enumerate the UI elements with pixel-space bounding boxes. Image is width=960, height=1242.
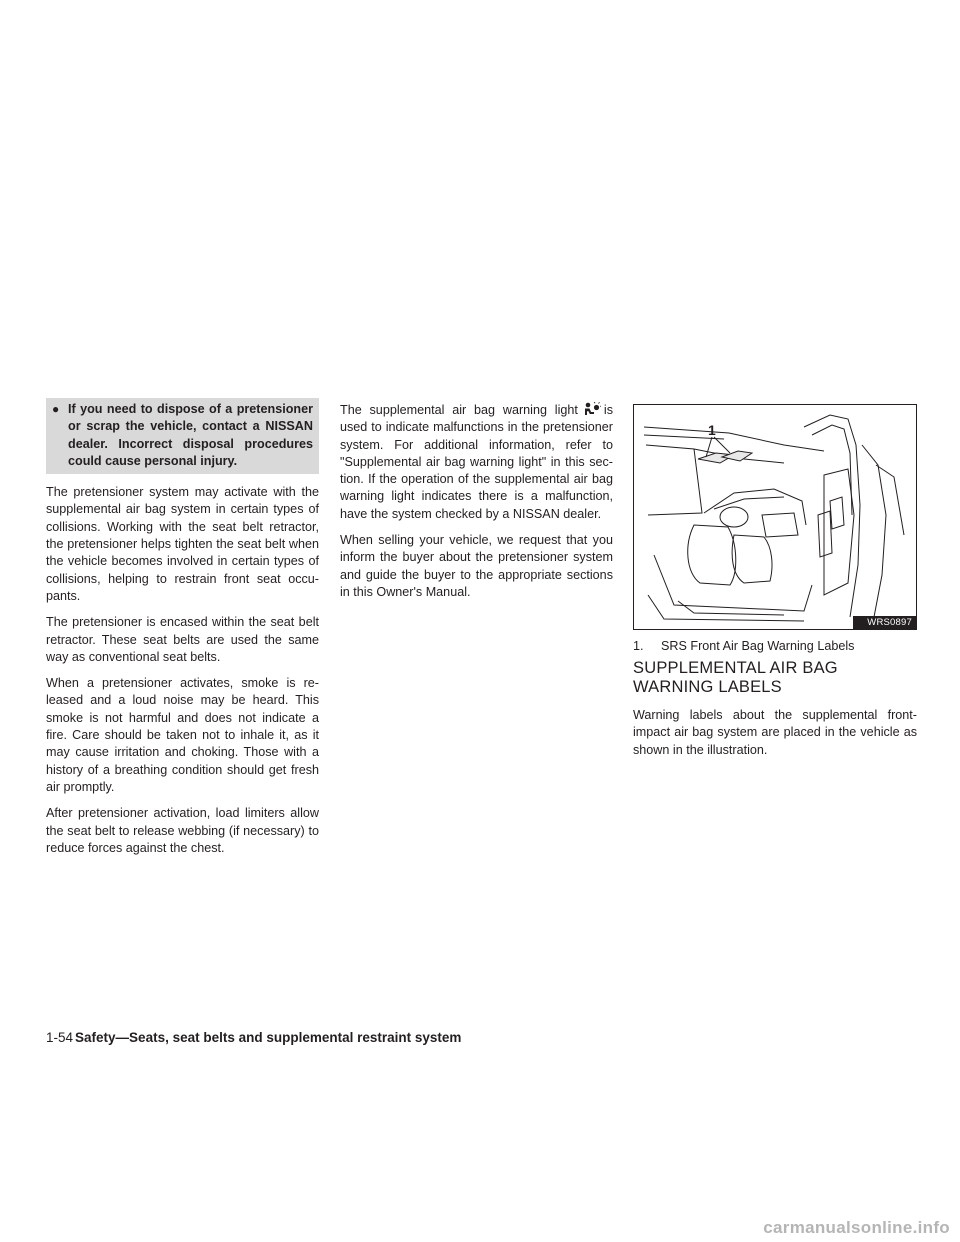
chapter-title: Safety—Seats, seat belts and supplemental restraint system: [75, 1030, 462, 1045]
paragraph: Warning labels about the supplemental front-impact air bag system are placed in the vehicle as shown in the illustration.: [633, 708, 917, 757]
paragraph: The pretensioner system may activate with the supplemental air bag system in certain types of collisions. Working with the seat belt retractor, the pretensioner helps tighten the seat belt when the vehicle becomes involved in certain types of collisions, helping to restrain front seat occu-pants.: [46, 485, 319, 603]
watermark: carmanualsonline.info: [763, 1218, 950, 1237]
air-bag-warning-icon: [581, 402, 601, 416]
column-left: [46, 402, 319, 866]
paragraph: When a pretensioner activates, smoke is re-leased and a loud noise may be heard. This smoke is not harmful and does not indicate a fire. Care should be taken not to inhale it, as it may cause irritation and choking. Those with a history of a breathing condition should get fresh air promptly.: [46, 676, 319, 794]
caption-text: SRS Front Air Bag Warning Labels: [661, 639, 855, 653]
figure-caption: [633, 638, 917, 655]
figure-code: WRS0897: [853, 616, 916, 629]
paragraph: When selling your vehicle, we request that you inform the buyer about the pretensioner system and guide the buyer to the appropriate sections in this Owner's Manual.: [340, 533, 613, 599]
warning-light-text-after: is used to indicate malfunctions in the pretensioner system. For additional information, refer to "Supplemental air bag warning light" in this sec-tion. If the operation of the supplemental air bag warning light indicates there is a malfunction, have the system checked by a NISSAN dealer.: [340, 403, 613, 521]
warning-box: [46, 398, 319, 474]
page-footer: [46, 1030, 461, 1046]
page-number: 1-54: [46, 1030, 74, 1045]
column-right: [633, 402, 917, 768]
warning-text: If you need to dispose of a pretensioner or scrap the vehicle, contact a NISSAN dealer. Incorrect disposal procedures could cause personal injury.: [68, 402, 313, 468]
paragraph-warning-light: [340, 402, 613, 523]
paragraph: After pretensioner activation, load limiters allow the seat belt to release webbing (if necessary) to reduce forces against the chest.: [46, 806, 319, 855]
car-interior-drawing: [634, 405, 916, 629]
air-bag-label-illustration: [633, 404, 917, 630]
figure-callout: 1: [708, 422, 716, 438]
caption-number: 1.: [633, 639, 644, 653]
column-middle: [340, 402, 613, 610]
section-heading: SUPPLEMENTAL AIR BAG WARNING LABELS: [633, 659, 838, 696]
warning-light-text-before: The supplemental air bag warning light: [340, 403, 578, 417]
warning-bullet: ●: [52, 402, 60, 416]
paragraph: The pretensioner is encased within the seat belt retractor. These seat belts are used the same way as conventional seat belts.: [46, 615, 319, 664]
